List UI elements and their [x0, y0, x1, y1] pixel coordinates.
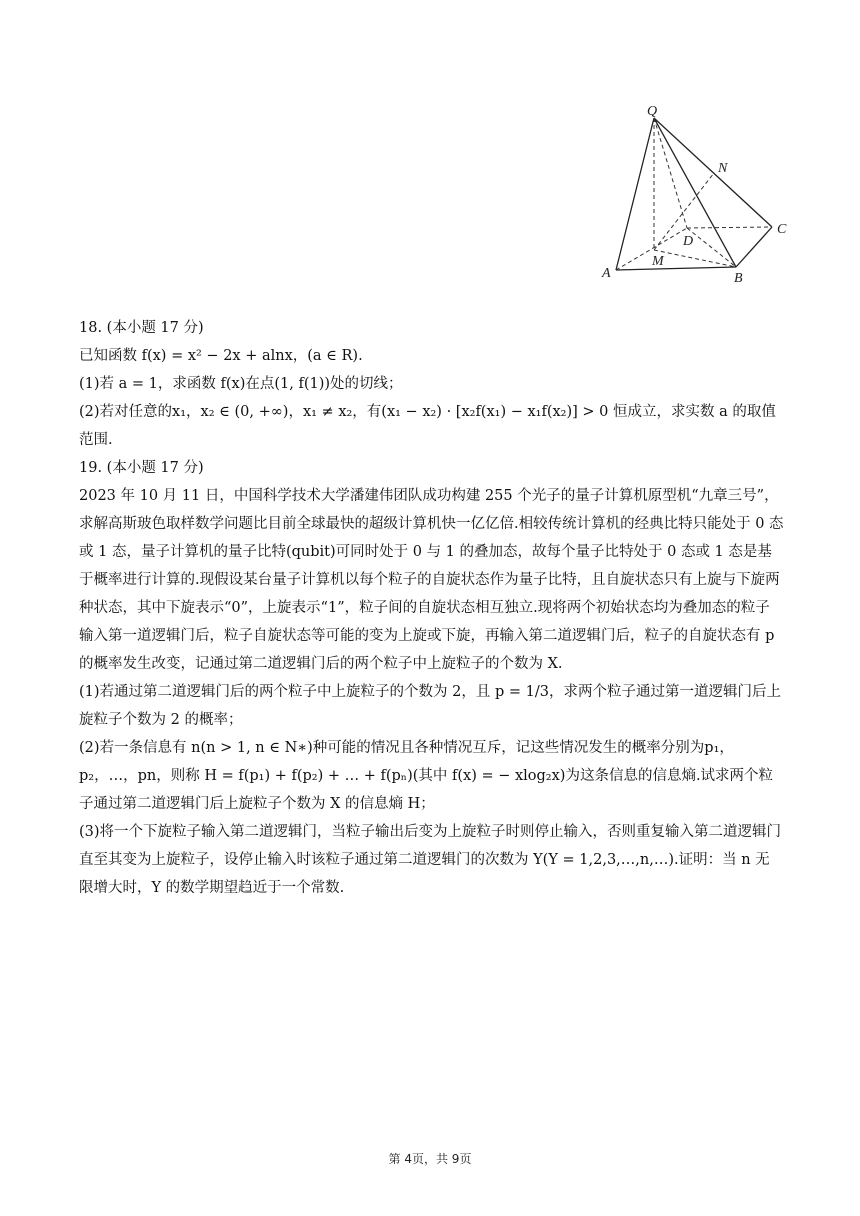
- label-B: B: [734, 271, 743, 285]
- q18-header: 18. (本小题 17 分): [79, 320, 204, 336]
- edge-DB: [687, 228, 736, 267]
- label-D: D: [683, 234, 694, 249]
- edge-QA: [616, 118, 654, 270]
- q18-part1: (1)若 a = 1，求函数 f(x)在点(1, f(1))处的切线；: [79, 376, 403, 392]
- edge-DC: [687, 227, 772, 228]
- label-M: M: [652, 254, 664, 269]
- page-footer: 第 4页，共 9页: [388, 1152, 472, 1166]
- q19-header: 19. (本小题 17 分): [79, 460, 204, 476]
- edge-QC: [654, 118, 772, 227]
- edge-AB: [616, 267, 736, 270]
- q18-part2: (2)若对任意的x₁，x₂ ∈ (0, +∞)，x₁ ≠ x₂，有(x₁ − x₂) · [x₂f(x₁) − x₁f(x₂)] > 0 恒成立，求实数 a 的取值范围.: [79, 404, 776, 448]
- edge-QB: [654, 118, 736, 267]
- q19-part1: (1)若通过第二道逻辑门后的两个粒子中上旋粒子的个数为 2，且 p = 1/3，求两个粒子通过第一道逻辑门后上旋粒子个数为 2 的概率；: [79, 684, 781, 728]
- label-N: N: [718, 161, 728, 176]
- question-content: [79, 314, 784, 902]
- q19-stem: 2023 年 10 月 11 日，中国科学技术大学潘建伟团队成功构建 255 个光子的量子计算机原型机“九章三号”，求解高斯玻色取样数学问题比目前全球最快的超级计算机快一亿亿倍.相较传统计算机的经典比特只能处于 0 态或 1 态，量子计算机的量子比特(qubit)可同时处于 0 与 1 的叠加态，故每个量子比特处于 0 态或 1 态是基于概率进行计算的.现假设某台量子计算机以每个粒子的自旋状态作为量子比特，且自旋状态只有上旋与下旋两种状态，其中下旋表示“0”，上旋表示“1”，粒子间的自旋状态相互独立.现将两个初始状态均为叠加态的粒子输入第一道逻辑门后，粒子自旋状态等可能的变为上旋或下旋，再输入第二道逻辑门后，粒子的自旋状态有 p 的概率发生改变，记通过第二道逻辑门后的两个粒子中上旋粒子的个数为 X.: [79, 488, 784, 672]
- q19-part3: (3)将一个下旋粒子输入第二道逻辑门，当粒子输出后变为上旋粒子时则停止输入，否则重复输入第二道逻辑门直至其变为上旋粒子，设停止输入时该粒子通过第二道逻辑门的次数为 Y(Y = 1,2,3,…,n,…).证明：当 n 无限增大时，Y 的数学期望趋近于一个常数.: [79, 824, 782, 896]
- q18-stem: 已知函数 f(x) = x² − 2x + alnx，(a ∈ R).: [79, 348, 363, 364]
- edge-QD: [654, 118, 687, 228]
- q19-part2: (2)若一条信息有 n(n > 1, n ∈ N∗)种可能的情况且各种情况互斥，记这些情况发生的概率分别为p₁，p₂，…，pn，则称 H = f(p₁) + f(p₂) + … + f(pₙ)(其中 f(x) = − xlog₂x)为这条信息的信息熵.试求两个粒子通过第二道逻辑门后上旋粒子个数为 X 的信息熵 H；: [79, 740, 774, 812]
- edge-BC: [736, 227, 772, 267]
- label-A: A: [602, 266, 611, 281]
- label-C: C: [777, 222, 787, 237]
- pyramid-figure: [592, 100, 802, 285]
- edge-MB: [654, 250, 736, 267]
- label-Q: Q: [647, 104, 658, 119]
- pyramid-diagram: [592, 100, 802, 285]
